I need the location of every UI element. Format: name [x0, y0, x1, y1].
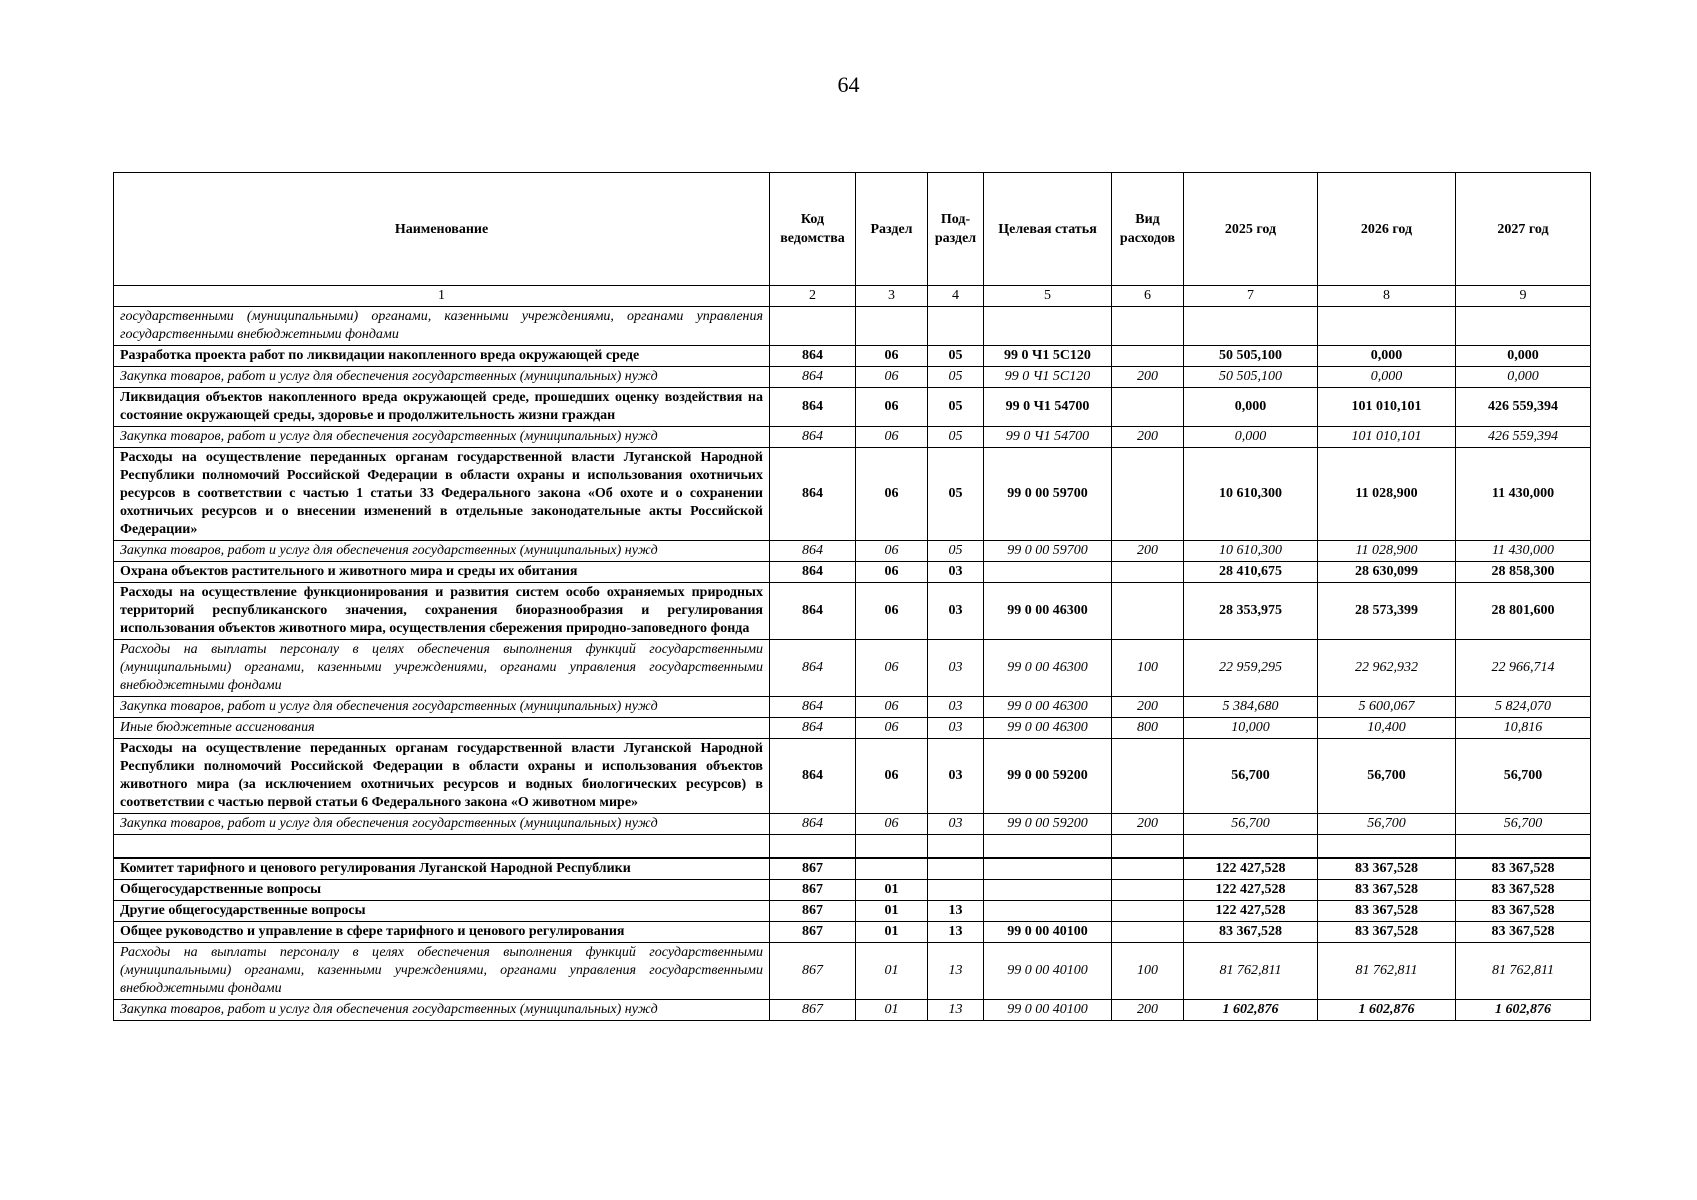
row-subsection: 03 — [928, 718, 984, 739]
row-value-2025: 0,000 — [1184, 427, 1318, 448]
row-section: 06 — [856, 367, 928, 388]
column-number: 5 — [984, 286, 1112, 307]
row-expense-kind: 200 — [1112, 697, 1184, 718]
row-section: 06 — [856, 448, 928, 541]
row-value-2025 — [1184, 835, 1318, 859]
row-name: Ликвидация объектов накопленного вреда окружающей среде, прошедших оценку воздействия на состояние окружающей среды, здоровье и продолжительность жизни граждан — [114, 388, 770, 427]
column-number: 9 — [1456, 286, 1591, 307]
row-dept-code: 867 — [770, 880, 856, 901]
row-target-article: 99 0 Ч1 54700 — [984, 388, 1112, 427]
table-row — [114, 1000, 1591, 1021]
header-name: Наименование — [114, 173, 770, 286]
row-dept-code: 864 — [770, 718, 856, 739]
row-expense-kind — [1112, 388, 1184, 427]
row-subsection: 03 — [928, 739, 984, 814]
row-value-2025: 22 959,295 — [1184, 640, 1318, 697]
row-value-2025: 5 384,680 — [1184, 697, 1318, 718]
row-value-2027: 56,700 — [1456, 814, 1591, 835]
row-subsection: 13 — [928, 922, 984, 943]
row-subsection — [928, 858, 984, 880]
table-row — [114, 583, 1591, 640]
row-section: 06 — [856, 583, 928, 640]
row-section: 06 — [856, 697, 928, 718]
row-value-2027: 0,000 — [1456, 346, 1591, 367]
row-section: 06 — [856, 739, 928, 814]
row-name: Закупка товаров, работ и услуг для обеспечения государственных (муниципальных) нужд — [114, 697, 770, 718]
row-section: 06 — [856, 427, 928, 448]
table-row — [114, 718, 1591, 739]
row-expense-kind: 200 — [1112, 367, 1184, 388]
row-target-article: 99 0 00 40100 — [984, 922, 1112, 943]
row-dept-code — [770, 307, 856, 346]
row-section: 06 — [856, 346, 928, 367]
column-number: 1 — [114, 286, 770, 307]
row-value-2025: 10,000 — [1184, 718, 1318, 739]
row-dept-code: 864 — [770, 814, 856, 835]
row-name: Расходы на выплаты персоналу в целях обеспечения выполнения функций государственными (муниципальными) органами, казенными учреждениями, органами управления государственными внебюджетными фондами — [114, 640, 770, 697]
row-name — [114, 835, 770, 859]
row-name: государственными (муниципальными) органами, казенными учреждениями, органами управления государственными внебюджетными фондами — [114, 307, 770, 346]
row-target-article: 99 0 00 59700 — [984, 448, 1112, 541]
table-row — [114, 739, 1591, 814]
header-subsection: Под-раздел — [928, 173, 984, 286]
row-expense-kind: 100 — [1112, 943, 1184, 1000]
row-target-article — [984, 858, 1112, 880]
row-value-2025: 28 410,675 — [1184, 562, 1318, 583]
row-section: 06 — [856, 541, 928, 562]
table-row — [114, 880, 1591, 901]
row-expense-kind — [1112, 922, 1184, 943]
row-subsection: 05 — [928, 367, 984, 388]
row-dept-code: 864 — [770, 367, 856, 388]
row-value-2026: 56,700 — [1318, 739, 1456, 814]
row-target-article — [984, 901, 1112, 922]
table-row — [114, 943, 1591, 1000]
row-expense-kind — [1112, 739, 1184, 814]
row-section: 06 — [856, 718, 928, 739]
column-number: 2 — [770, 286, 856, 307]
row-subsection — [928, 880, 984, 901]
column-number: 7 — [1184, 286, 1318, 307]
row-expense-kind: 200 — [1112, 814, 1184, 835]
row-subsection: 13 — [928, 1000, 984, 1021]
row-section: 01 — [856, 1000, 928, 1021]
row-dept-code: 864 — [770, 427, 856, 448]
row-dept-code: 864 — [770, 448, 856, 541]
row-target-article: 99 0 00 46300 — [984, 640, 1112, 697]
row-value-2027: 83 367,528 — [1456, 922, 1591, 943]
column-number: 3 — [856, 286, 928, 307]
row-name: Охрана объектов растительного и животного мира и среды их обитания — [114, 562, 770, 583]
row-value-2027: 28 858,300 — [1456, 562, 1591, 583]
row-value-2027: 28 801,600 — [1456, 583, 1591, 640]
row-expense-kind — [1112, 346, 1184, 367]
row-subsection: 13 — [928, 901, 984, 922]
row-name: Закупка товаров, работ и услуг для обеспечения государственных (муниципальных) нужд — [114, 367, 770, 388]
row-dept-code: 864 — [770, 346, 856, 367]
row-subsection: 05 — [928, 427, 984, 448]
row-dept-code: 867 — [770, 858, 856, 880]
header-2025: 2025 год — [1184, 173, 1318, 286]
row-expense-kind — [1112, 562, 1184, 583]
row-subsection: 03 — [928, 562, 984, 583]
row-dept-code — [770, 835, 856, 859]
row-value-2026: 83 367,528 — [1318, 858, 1456, 880]
row-value-2025: 122 427,528 — [1184, 901, 1318, 922]
row-value-2026: 28 573,399 — [1318, 583, 1456, 640]
header-2027: 2027 год — [1456, 173, 1591, 286]
row-expense-kind — [1112, 880, 1184, 901]
column-number-row — [114, 286, 1591, 307]
row-value-2025: 1 602,876 — [1184, 1000, 1318, 1021]
row-dept-code: 864 — [770, 388, 856, 427]
table-row — [114, 367, 1591, 388]
row-value-2025: 56,700 — [1184, 739, 1318, 814]
row-value-2026: 28 630,099 — [1318, 562, 1456, 583]
row-value-2027: 5 824,070 — [1456, 697, 1591, 718]
row-name: Закупка товаров, работ и услуг для обеспечения государственных (муниципальных) нужд — [114, 541, 770, 562]
row-value-2026: 0,000 — [1318, 367, 1456, 388]
row-name: Иные бюджетные ассигнования — [114, 718, 770, 739]
header-row — [114, 173, 1591, 286]
table-row — [114, 858, 1591, 880]
row-target-article: 99 0 Ч1 5С120 — [984, 346, 1112, 367]
row-value-2025: 50 505,100 — [1184, 367, 1318, 388]
row-dept-code: 864 — [770, 562, 856, 583]
row-target-article: 99 0 00 40100 — [984, 943, 1112, 1000]
row-target-article: 99 0 00 46300 — [984, 583, 1112, 640]
row-value-2026: 83 367,528 — [1318, 901, 1456, 922]
row-value-2026: 83 367,528 — [1318, 922, 1456, 943]
row-name: Комитет тарифного и ценового регулирования Луганской Народной Республики — [114, 858, 770, 880]
header-kind: Вид расходов — [1112, 173, 1184, 286]
row-value-2025: 122 427,528 — [1184, 880, 1318, 901]
table-row — [114, 697, 1591, 718]
row-dept-code: 867 — [770, 901, 856, 922]
row-target-article — [984, 835, 1112, 859]
row-value-2025 — [1184, 307, 1318, 346]
table-row — [114, 541, 1591, 562]
row-section — [856, 307, 928, 346]
row-expense-kind — [1112, 858, 1184, 880]
row-name: Общее руководство и управление в сфере тарифного и ценового регулирования — [114, 922, 770, 943]
row-expense-kind — [1112, 448, 1184, 541]
row-target-article: 99 0 Ч1 5С120 — [984, 367, 1112, 388]
row-value-2026: 0,000 — [1318, 346, 1456, 367]
row-expense-kind: 200 — [1112, 1000, 1184, 1021]
row-expense-kind — [1112, 583, 1184, 640]
row-name: Расходы на осуществление переданных органам государственной власти Луганской Народной Республики полномочий Российской Федерации в области охраны и использования объектов животного мира (за исключением охотничьих ресурсов и водных биологических ресурсов) в соответствии с частью первой статьи 6 Федерального закона «О животном мире» — [114, 739, 770, 814]
row-value-2025: 50 505,100 — [1184, 346, 1318, 367]
row-value-2025: 122 427,528 — [1184, 858, 1318, 880]
row-value-2027: 83 367,528 — [1456, 901, 1591, 922]
row-name: Расходы на выплаты персоналу в целях обеспечения выполнения функций государственными (муниципальными) органами, казенными учреждениями, органами управления государственными внебюджетными фондами — [114, 943, 770, 1000]
table-row — [114, 835, 1591, 859]
row-section: 01 — [856, 901, 928, 922]
row-value-2026: 101 010,101 — [1318, 388, 1456, 427]
row-subsection — [928, 835, 984, 859]
table-row — [114, 922, 1591, 943]
row-value-2026: 10,400 — [1318, 718, 1456, 739]
row-value-2025: 10 610,300 — [1184, 541, 1318, 562]
row-value-2026: 1 602,876 — [1318, 1000, 1456, 1021]
column-number: 4 — [928, 286, 984, 307]
row-value-2026: 11 028,900 — [1318, 541, 1456, 562]
row-section: 01 — [856, 880, 928, 901]
row-target-article: 99 0 00 46300 — [984, 697, 1112, 718]
row-section — [856, 835, 928, 859]
row-subsection: 05 — [928, 541, 984, 562]
table-row — [114, 562, 1591, 583]
table-row — [114, 901, 1591, 922]
row-value-2027 — [1456, 835, 1591, 859]
row-dept-code: 864 — [770, 697, 856, 718]
table-row — [114, 346, 1591, 367]
row-dept-code: 867 — [770, 943, 856, 1000]
row-name: Общегосударственные вопросы — [114, 880, 770, 901]
row-dept-code: 864 — [770, 739, 856, 814]
row-value-2025: 0,000 — [1184, 388, 1318, 427]
row-target-article — [984, 307, 1112, 346]
row-subsection: 03 — [928, 583, 984, 640]
row-target-article: 99 0 Ч1 54700 — [984, 427, 1112, 448]
row-value-2026: 5 600,067 — [1318, 697, 1456, 718]
row-expense-kind — [1112, 307, 1184, 346]
row-value-2027: 11 430,000 — [1456, 448, 1591, 541]
row-section: 01 — [856, 922, 928, 943]
row-subsection: 03 — [928, 814, 984, 835]
row-target-article — [984, 562, 1112, 583]
row-name: Расходы на осуществление переданных органам государственной власти Луганской Народной Республики полномочий Российской Федерации в области охраны и использования охотничьих ресурсов в соответствии с частью 1 статьи 33 Федерального закона «Об охоте и о сохранении охотничьих ресурсов и о внесении изменений в отдельные законодательные акты Российской Федерации» — [114, 448, 770, 541]
budget-table — [113, 172, 1591, 1021]
row-target-article: 99 0 00 46300 — [984, 718, 1112, 739]
row-target-article: 99 0 00 59700 — [984, 541, 1112, 562]
row-name: Другие общегосударственные вопросы — [114, 901, 770, 922]
row-value-2026 — [1318, 307, 1456, 346]
row-subsection: 05 — [928, 448, 984, 541]
row-value-2027: 83 367,528 — [1456, 858, 1591, 880]
row-expense-kind: 800 — [1112, 718, 1184, 739]
table-body — [114, 307, 1591, 1021]
row-value-2026: 81 762,811 — [1318, 943, 1456, 1000]
column-number: 6 — [1112, 286, 1184, 307]
row-value-2027: 426 559,394 — [1456, 388, 1591, 427]
row-value-2026: 56,700 — [1318, 814, 1456, 835]
row-value-2025: 10 610,300 — [1184, 448, 1318, 541]
row-target-article — [984, 880, 1112, 901]
row-value-2027 — [1456, 307, 1591, 346]
row-section: 06 — [856, 640, 928, 697]
row-subsection: 03 — [928, 697, 984, 718]
row-dept-code: 864 — [770, 640, 856, 697]
row-target-article: 99 0 00 59200 — [984, 814, 1112, 835]
row-value-2025: 56,700 — [1184, 814, 1318, 835]
row-section: 06 — [856, 562, 928, 583]
table-row — [114, 640, 1591, 697]
row-expense-kind: 200 — [1112, 427, 1184, 448]
row-target-article: 99 0 00 40100 — [984, 1000, 1112, 1021]
row-subsection: 03 — [928, 640, 984, 697]
row-name: Закупка товаров, работ и услуг для обеспечения государственных (муниципальных) нужд — [114, 427, 770, 448]
row-value-2027: 83 367,528 — [1456, 880, 1591, 901]
row-section — [856, 858, 928, 880]
row-dept-code: 864 — [770, 541, 856, 562]
row-subsection — [928, 307, 984, 346]
row-dept-code: 864 — [770, 583, 856, 640]
row-value-2027: 10,816 — [1456, 718, 1591, 739]
header-2026: 2026 год — [1318, 173, 1456, 286]
row-value-2025: 28 353,975 — [1184, 583, 1318, 640]
table-row — [114, 448, 1591, 541]
row-expense-kind: 100 — [1112, 640, 1184, 697]
row-name: Закупка товаров, работ и услуг для обеспечения государственных (муниципальных) нужд — [114, 1000, 770, 1021]
header-section: Раздел — [856, 173, 928, 286]
row-value-2026 — [1318, 835, 1456, 859]
header-dept: Код ведомства — [770, 173, 856, 286]
row-expense-kind: 200 — [1112, 541, 1184, 562]
table-row — [114, 427, 1591, 448]
row-value-2027: 0,000 — [1456, 367, 1591, 388]
row-name: Закупка товаров, работ и услуг для обеспечения государственных (муниципальных) нужд — [114, 814, 770, 835]
page-number: 64 — [837, 72, 860, 97]
row-value-2027: 426 559,394 — [1456, 427, 1591, 448]
row-dept-code: 867 — [770, 1000, 856, 1021]
row-value-2025: 83 367,528 — [1184, 922, 1318, 943]
row-value-2026: 83 367,528 — [1318, 880, 1456, 901]
row-value-2026: 101 010,101 — [1318, 427, 1456, 448]
row-expense-kind — [1112, 901, 1184, 922]
row-section: 06 — [856, 388, 928, 427]
row-subsection: 13 — [928, 943, 984, 1000]
column-number: 8 — [1318, 286, 1456, 307]
row-value-2025: 81 762,811 — [1184, 943, 1318, 1000]
row-name: Расходы на осуществление функционирования и развития систем особо охраняемых природных территорий республиканского значения, сохранения биоразнообразия и регулирования использования объектов животного мира, осуществления сбережения природно-заповедного фонда — [114, 583, 770, 640]
row-value-2027: 22 966,714 — [1456, 640, 1591, 697]
row-dept-code: 867 — [770, 922, 856, 943]
row-value-2027: 11 430,000 — [1456, 541, 1591, 562]
row-subsection: 05 — [928, 346, 984, 367]
row-expense-kind — [1112, 835, 1184, 859]
table-row — [114, 814, 1591, 835]
row-name: Разработка проекта работ по ликвидации накопленного вреда окружающей среде — [114, 346, 770, 367]
table-row — [114, 307, 1591, 346]
header-target: Целевая статья — [984, 173, 1112, 286]
row-subsection: 05 — [928, 388, 984, 427]
row-value-2026: 11 028,900 — [1318, 448, 1456, 541]
table-row — [114, 388, 1591, 427]
row-value-2026: 22 962,932 — [1318, 640, 1456, 697]
row-value-2027: 81 762,811 — [1456, 943, 1591, 1000]
row-value-2027: 1 602,876 — [1456, 1000, 1591, 1021]
row-section: 06 — [856, 814, 928, 835]
row-section: 01 — [856, 943, 928, 1000]
row-value-2027: 56,700 — [1456, 739, 1591, 814]
row-target-article: 99 0 00 59200 — [984, 739, 1112, 814]
